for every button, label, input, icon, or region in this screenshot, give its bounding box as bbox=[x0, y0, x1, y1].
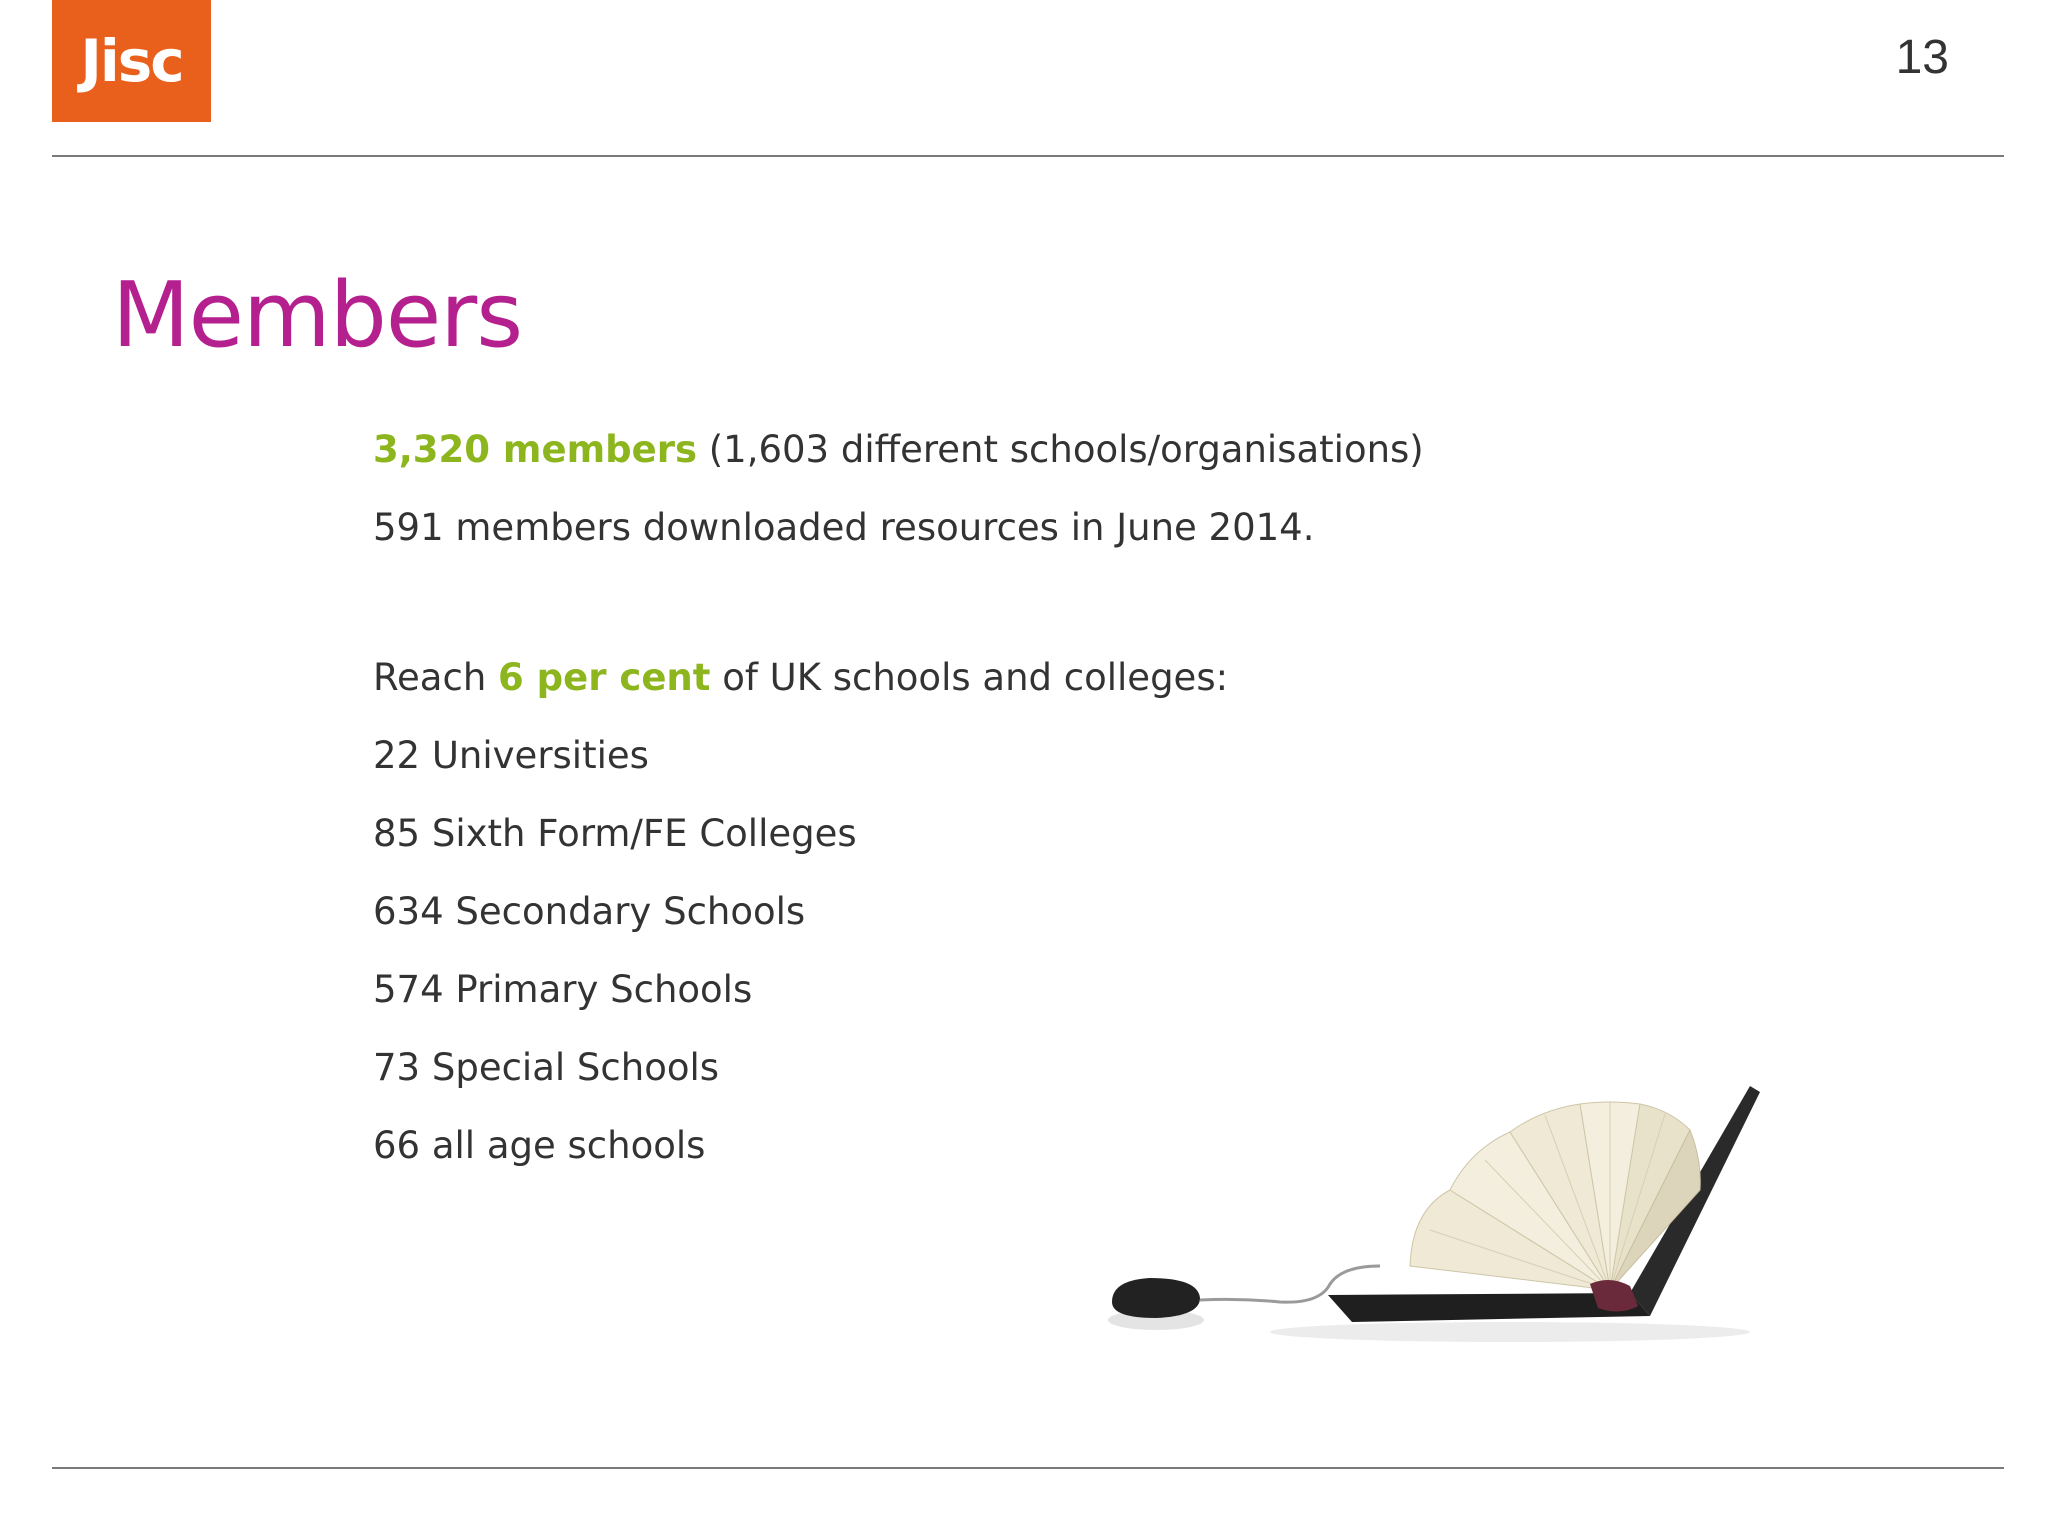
laptop-shadow bbox=[1270, 1322, 1750, 1342]
footer-divider bbox=[52, 1467, 2004, 1469]
secondary-line: 634 Secondary Schools bbox=[373, 890, 806, 933]
downloads-line: 591 members downloaded resources in June 2014. bbox=[373, 506, 1315, 549]
reach-line bbox=[373, 656, 1228, 699]
members-line bbox=[373, 428, 1424, 471]
header-divider bbox=[52, 155, 2004, 157]
sixth-form-line: 85 Sixth Form/FE Colleges bbox=[373, 812, 857, 855]
reach-percent-highlight: 6 per cent bbox=[498, 656, 711, 699]
special-line: 73 Special Schools bbox=[373, 1046, 720, 1089]
all-age-line: 66 all age schools bbox=[373, 1124, 706, 1167]
jisc-logo: Jisc bbox=[52, 0, 211, 122]
mouse-icon bbox=[1112, 1278, 1200, 1318]
reach-prefix: Reach bbox=[373, 656, 499, 699]
primary-line: 574 Primary Schools bbox=[373, 968, 753, 1011]
members-detail: (1,603 different schools/organisations) bbox=[696, 428, 1424, 471]
laptop-book-illustration bbox=[1090, 1070, 1790, 1360]
reach-suffix: of UK schools and colleges: bbox=[710, 656, 1229, 699]
members-count-highlight: 3,320 members bbox=[373, 428, 697, 471]
page-number: 13 bbox=[1895, 31, 1949, 84]
slide-title: Members bbox=[112, 263, 523, 368]
universities-line: 22 Universities bbox=[373, 734, 649, 777]
